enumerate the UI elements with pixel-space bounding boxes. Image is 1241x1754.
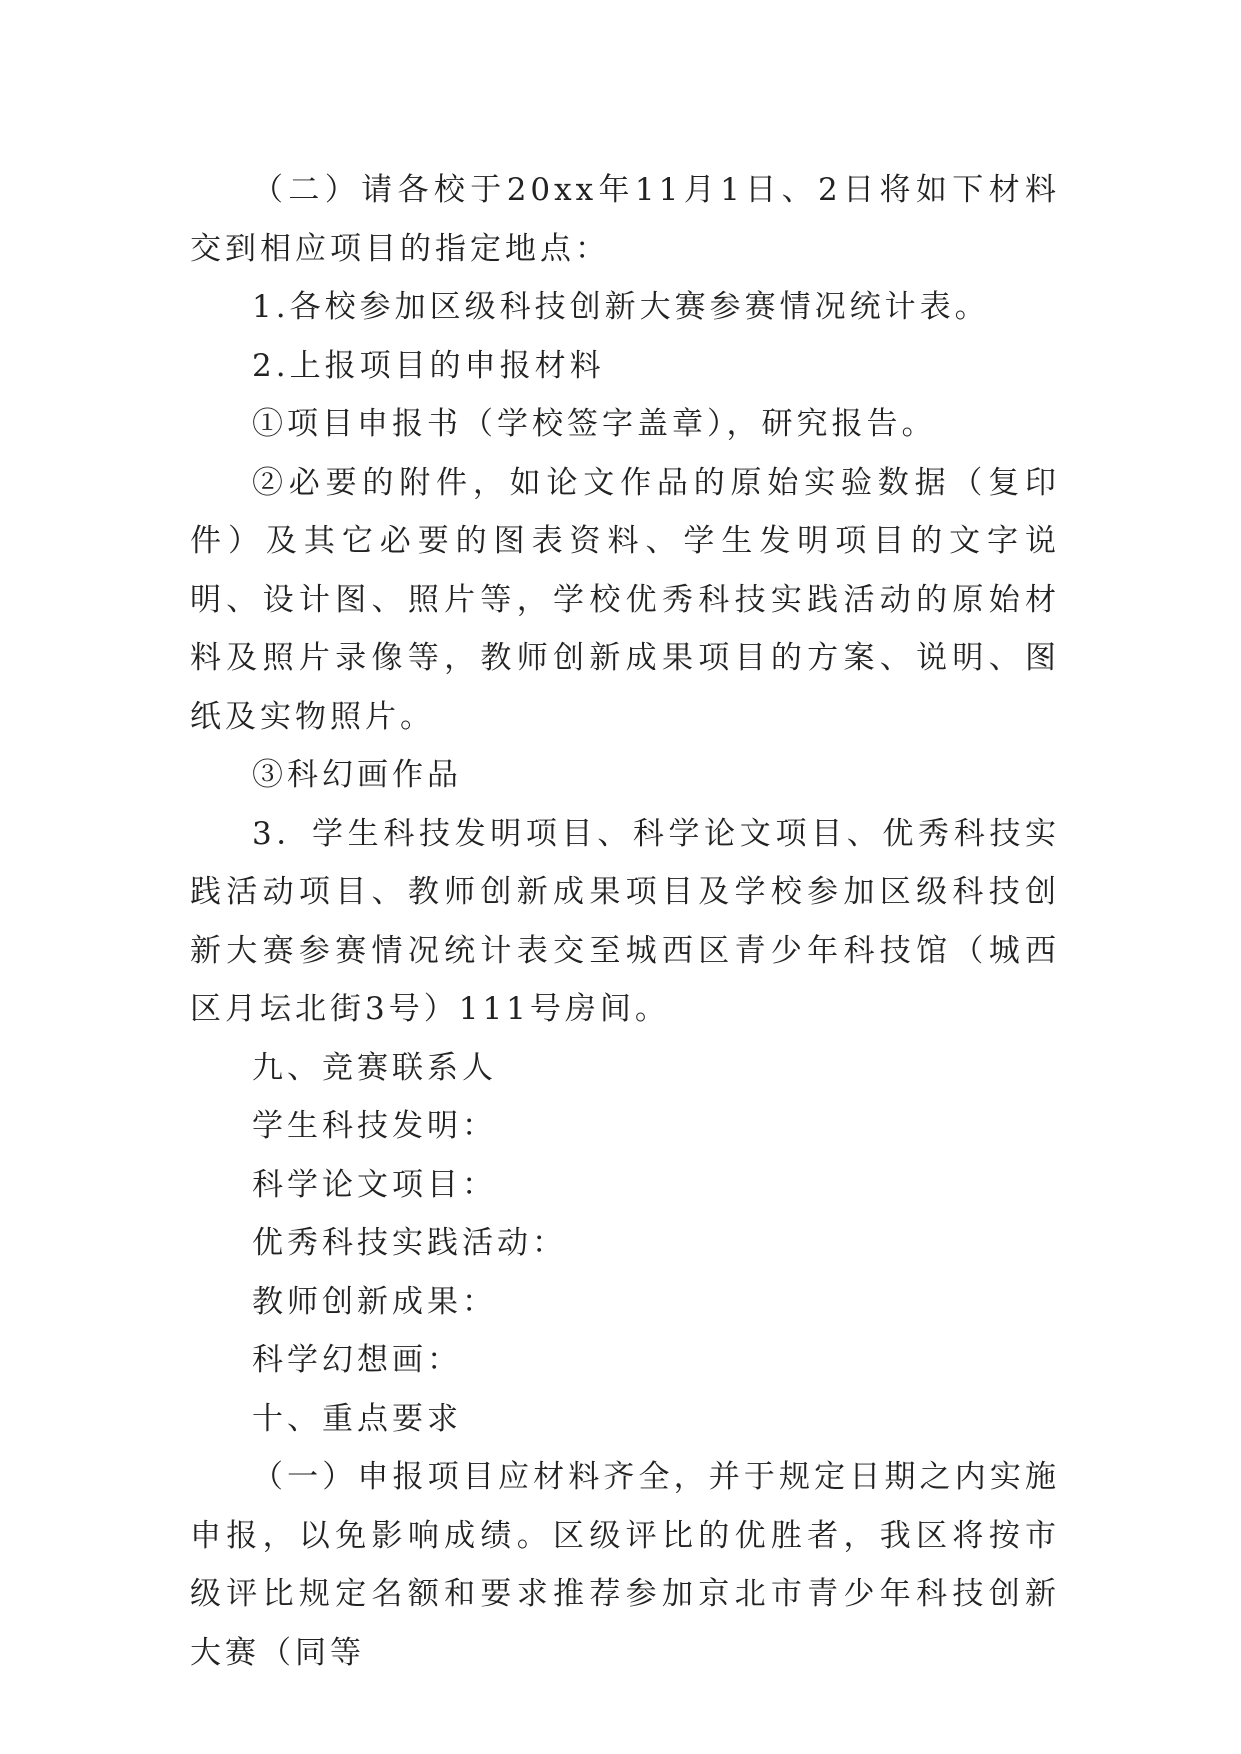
paragraph-item-1-statistics-form: 1.各校参加区级科技创新大赛参赛情况统计表。 xyxy=(252,289,990,325)
paragraph-subitem-attachments: ②必要的附件，如论文作品的原始实验数据（复印件）及其它必要的图表资料、学生发明项目的文字说明、设计图、照片等，学校优秀科技实践活动的原始材料及照片录像等，教师创新成果项目的方案、说明、图纸及实物照片。 xyxy=(190,464,1060,735)
contact-teacher-innovation: 教师创新成果： xyxy=(252,1283,497,1320)
paragraph-submission-schedule: （二）请各校于20xx年11月1日、2日将如下材料交到相应项目的指定地点： xyxy=(190,172,1060,267)
paragraph-item-2-application-materials: 2.上报项目的申报材料 xyxy=(252,347,605,384)
paragraph-item-3-submission-location: 3．学生科技发明项目、科学论文项目、优秀科技实践活动项目、教师创新成果项目及学校参加区级科技创新大赛参赛情况统计表交至城西区青少年科技馆（城西区月坛北街3号）111号房间。 xyxy=(190,815,1060,1027)
paragraph-requirement-1: （一）申报项目应材料齐全，并于规定日期之内实施申报，以免影响成绩。区级评比的优胜者，我区将按市级评比规定名额和要求推荐参加京北市青少年科技创新大赛（同等 xyxy=(190,1459,1060,1671)
contact-student-invention: 学生科技发明： xyxy=(252,1108,497,1144)
contact-science-paper: 科学论文项目： xyxy=(252,1166,497,1203)
contact-sci-fi-painting: 科学幻想画： xyxy=(252,1342,462,1378)
paragraph-subitem-sci-fi-painting: ③科幻画作品 xyxy=(252,757,462,793)
contact-practice-activity: 优秀科技实践活动： xyxy=(252,1225,567,1261)
document-body xyxy=(190,161,1060,1682)
section-heading-key-requirements: 十、重点要求 xyxy=(252,1400,462,1437)
paragraph-subitem-application-form: ①项目申报书（学校签字盖章），研究报告。 xyxy=(252,406,937,442)
section-heading-contacts: 九、竞赛联系人 xyxy=(252,1049,497,1086)
